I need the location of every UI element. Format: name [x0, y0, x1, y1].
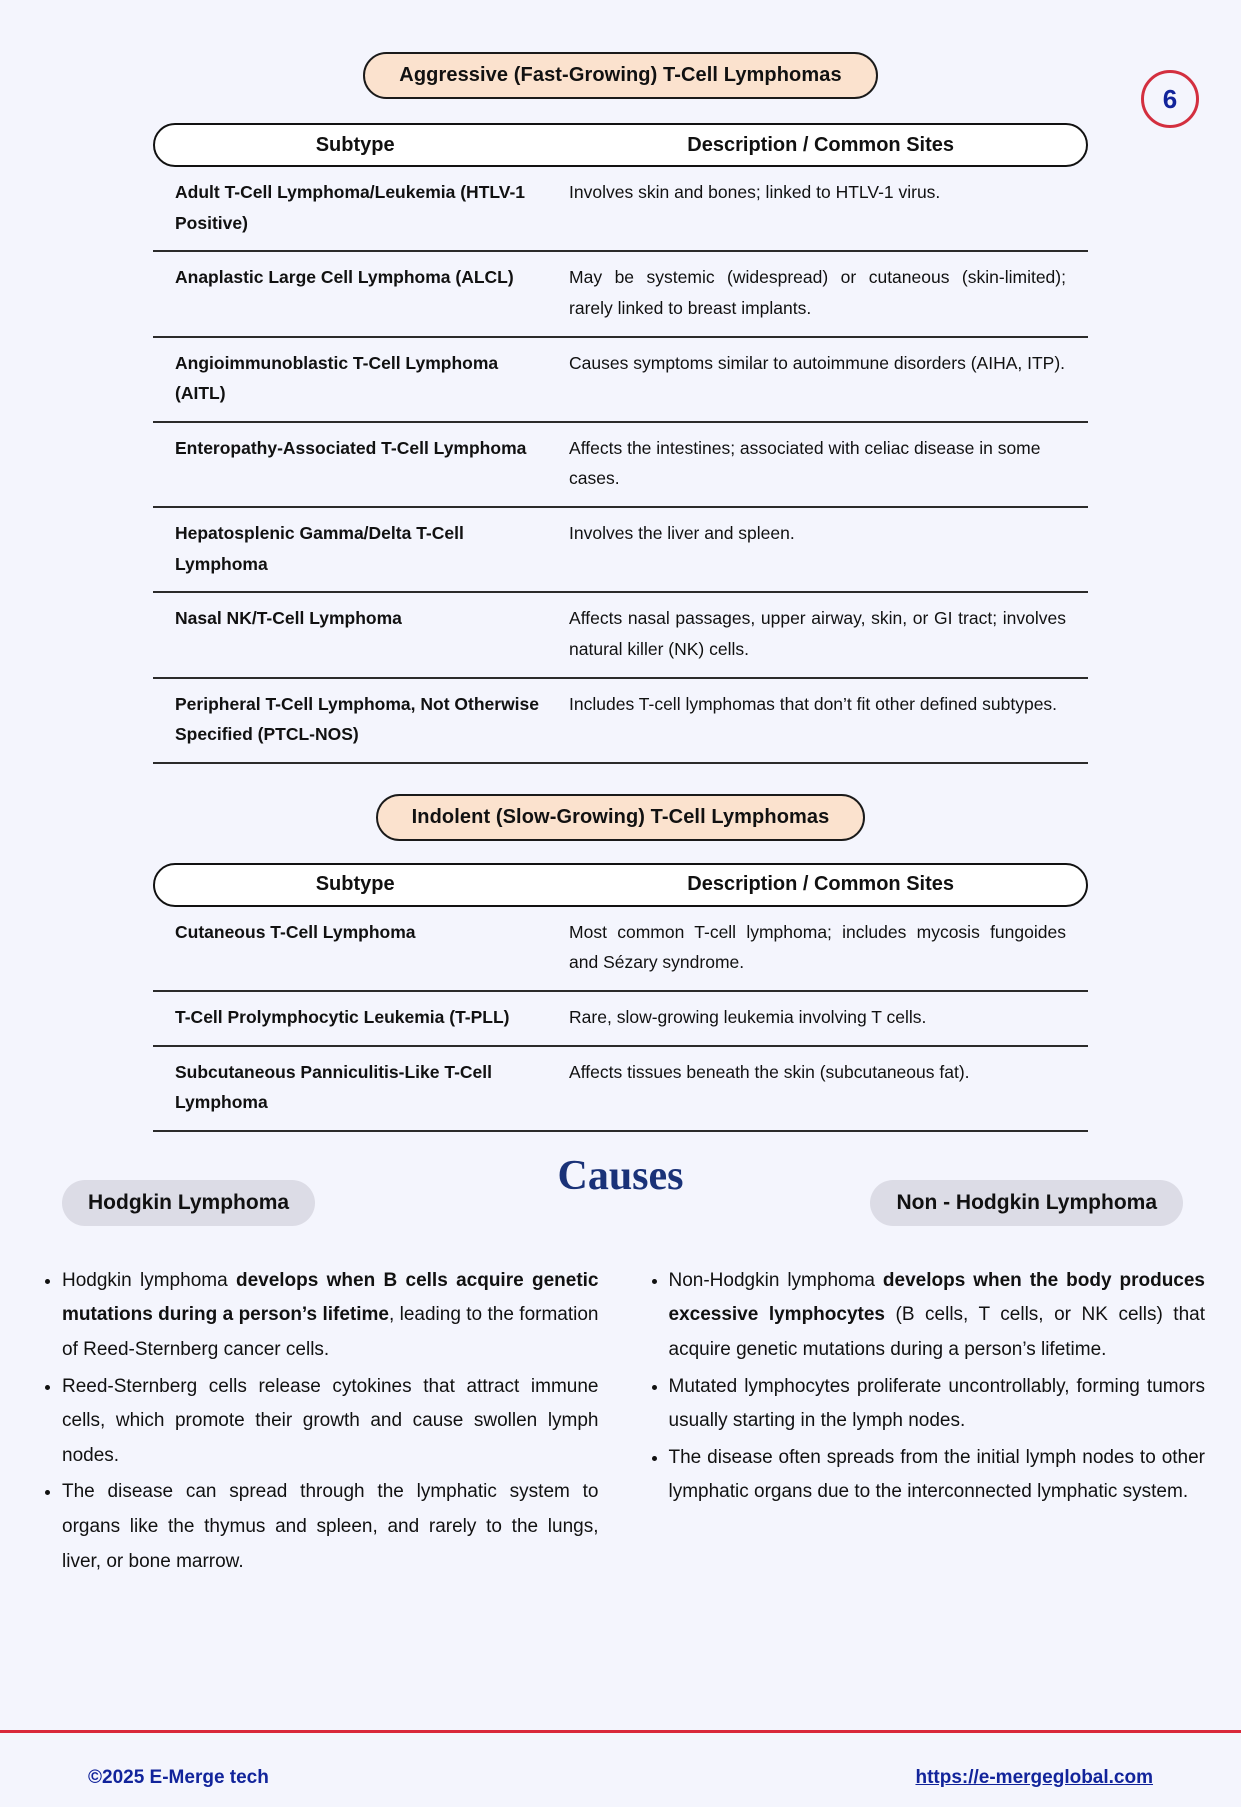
- table-row: [153, 508, 1088, 593]
- causes-title: Causes: [557, 1152, 684, 1199]
- bullet-list-non-hodgkin: [643, 1264, 1206, 1510]
- column-header-subtype: Subtype: [315, 133, 395, 156]
- badge-label: Hodgkin Lymphoma: [62, 1180, 315, 1226]
- cell-description: Most common T-cell lymphoma; includes mycosis fungoides and Sézary syndrome.: [569, 921, 1066, 973]
- causes-columns: [0, 1264, 1241, 1581]
- table-header-row: [153, 123, 1088, 167]
- causes-column-hodgkin: [36, 1264, 599, 1581]
- list-item: [669, 1264, 1206, 1368]
- list-item: [669, 1441, 1206, 1510]
- cell-subtype: Peripheral T-Cell Lymphoma, Not Otherwise Specified (PTCL-NOS): [175, 693, 540, 745]
- section-header-indolent: [0, 794, 1241, 841]
- page-root: [0, 52, 1241, 1807]
- cell-subtype: Enteropathy-Associated T-Cell Lymphoma: [175, 437, 527, 458]
- cell-description: Affects the intestines; associated with celiac disease in some cases.: [569, 437, 1041, 489]
- section-pill-label: Aggressive (Fast-Growing) T-Cell Lymphomas: [363, 52, 877, 99]
- table-row: [153, 907, 1088, 992]
- badge-non-hodgkin-lymphoma: [870, 1180, 1183, 1226]
- list-item: [62, 1475, 599, 1579]
- footer-website-link[interactable]: https://e-mergeglobal.com: [915, 1767, 1153, 1788]
- cell-subtype: Anaplastic Large Cell Lymphoma (ALCL): [175, 267, 514, 288]
- table-row: [153, 167, 1088, 252]
- cell-description: Involves skin and bones; linked to HTLV-1 virus.: [569, 182, 941, 202]
- badge-hodgkin-lymphoma: [62, 1180, 315, 1226]
- table-row: [153, 593, 1088, 678]
- table-indolent: [153, 863, 1088, 1132]
- bullet-pre: The disease can spread through the lymphatic system to organs like the thymus and spleen, and rarely to the lungs, liver, or bone marrow.: [62, 1481, 599, 1572]
- cell-subtype: Adult T-Cell Lymphoma/Leukemia (HTLV-1 Positive): [175, 182, 526, 233]
- cell-description: Includes T-cell lymphomas that don’t fit other defined subtypes.: [569, 693, 1058, 714]
- causes-column-non-hodgkin: [643, 1264, 1206, 1581]
- bullet-pre: Non-Hodgkin lymphoma: [668, 1269, 883, 1291]
- bullet-bold: develops when B cells acquire genetic mutations during a person’s lifetime: [62, 1269, 599, 1326]
- cell-subtype: Subcutaneous Panniculitis-Like T-Cell Lymphoma: [175, 1061, 492, 1113]
- cell-description: Involves the liver and spleen.: [569, 523, 795, 543]
- page-number-badge: [1141, 70, 1199, 128]
- bullet-post: , leading to the formation of Reed-Sternberg cancer cells.: [62, 1304, 599, 1361]
- bullet-post: (B cells, T cells, or NK cells) that acquire genetic mutations during a person’s lifetime.: [668, 1304, 1206, 1361]
- cell-description: Affects nasal passages, upper airway, skin, or GI tract; involves natural killer (NK) cells.: [569, 608, 1066, 659]
- bullet-pre: Mutated lymphocytes proliferate uncontrollably, forming tumors usually starting in the lymph nodes.: [668, 1375, 1205, 1432]
- bullet-pre: The disease often spreads from the initial lymph nodes to other lymphatic organs due to the interconnected lymphatic system.: [668, 1446, 1205, 1503]
- footer: [0, 1767, 1241, 1789]
- section-pill-label: Indolent (Slow-Growing) T-Cell Lymphomas: [376, 794, 866, 841]
- section-header-aggressive: [0, 52, 1241, 99]
- cell-description: Causes symptoms similar to autoimmune disorders (AIHA, ITP).: [569, 352, 1066, 373]
- table-row: [153, 679, 1088, 764]
- column-header-subtype: Subtype: [315, 873, 395, 896]
- cell-description: Affects tissues beneath the skin (subcutaneous fat).: [569, 1061, 970, 1082]
- cell-description: Rare, slow-growing leukemia involving T cells.: [569, 1007, 927, 1027]
- bullet-pre: Reed-Sternberg cells release cytokines that attract immune cells, which promote their growth and cause swollen lymph nodes.: [62, 1375, 599, 1466]
- column-header-description: Description / Common Sites: [687, 133, 955, 156]
- bullet-pre: Hodgkin lymphoma: [62, 1269, 236, 1291]
- cell-subtype: Nasal NK/T-Cell Lymphoma: [175, 608, 402, 629]
- page-number-value: 6: [1162, 83, 1178, 114]
- column-header-description: Description / Common Sites: [687, 873, 955, 896]
- bullet-bold: develops when the body produces excessive lymphocytes: [668, 1269, 1205, 1326]
- table-row: [153, 1047, 1088, 1132]
- list-item: [669, 1370, 1206, 1439]
- table-row: [153, 252, 1088, 337]
- table-aggressive: [153, 123, 1088, 764]
- footer-divider: [0, 1730, 1241, 1733]
- cell-subtype: Angioimmunoblastic T-Cell Lymphoma (AITL): [175, 352, 499, 404]
- footer-copyright: ©2025 E-Merge tech: [88, 1767, 269, 1788]
- table-row: [153, 992, 1088, 1047]
- causes-header-row: [0, 1152, 1241, 1224]
- bullet-list-hodgkin: [36, 1264, 599, 1579]
- table-row: [153, 338, 1088, 423]
- badge-label: Non - Hodgkin Lymphoma: [870, 1180, 1183, 1226]
- list-item: [62, 1370, 599, 1474]
- cell-subtype: Hepatosplenic Gamma/Delta T-Cell Lymphoma: [175, 523, 464, 574]
- table-header-row: [153, 863, 1088, 907]
- table-row: [153, 423, 1088, 508]
- cell-subtype: Cutaneous T-Cell Lymphoma: [175, 921, 416, 942]
- cell-description: May be systemic (widespread) or cutaneous (skin-limited); rarely linked to breast implants.: [569, 267, 1066, 318]
- cell-subtype: T-Cell Prolymphocytic Leukemia (T-PLL): [175, 1007, 510, 1027]
- list-item: [62, 1264, 599, 1368]
